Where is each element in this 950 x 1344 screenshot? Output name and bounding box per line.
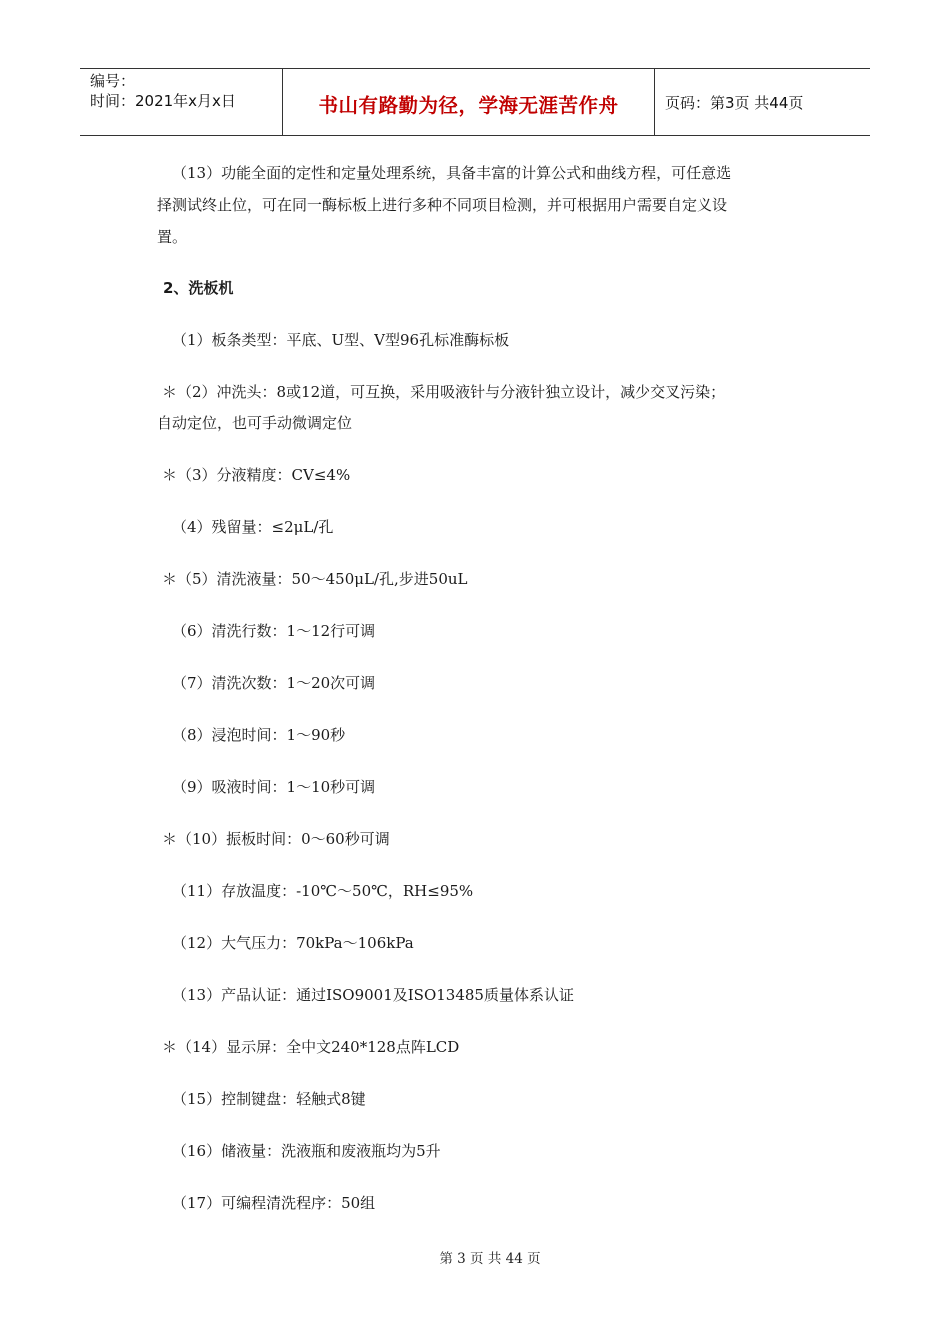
spec-item-14: ＊（14）显示屏：全中文240*128点阵LCD [162, 1038, 460, 1056]
header-meta [80, 69, 282, 135]
spec-item-13: （13）产品认证：通过ISO9001及ISO13485质量体系认证 [172, 986, 574, 1004]
spec-item-9: （9）吸液时间：1～10秒可调 [172, 778, 376, 796]
spec-item-2-line1: ＊（2）冲洗头：8或12道，可互换，采用吸液针与分液针独立设计，减少交叉污染； [162, 383, 726, 401]
spec-item-2-line2: 自动定位，也可手动微调定位 [157, 414, 353, 432]
header-motto: 书山有路勤为径，学海无涯苦作舟 [282, 69, 655, 135]
document-header [80, 68, 870, 136]
spec-item-3: ＊（3）分液精度：CV≤4% [162, 466, 351, 484]
serial-label: 编号： [90, 72, 136, 90]
section-heading-washer: 2、洗板机 [163, 279, 234, 297]
spec-item-11: （11）存放温度：-10℃～50℃，RH≤95% [172, 882, 474, 900]
spec-item-1: （1）板条类型：平底、U型、V型96孔标准酶标板 [172, 331, 510, 349]
paragraph-item13-line1: （13）功能全面的定性和定量处理系统，具备丰富的计算公式和曲线方程，可任意选 [172, 164, 732, 182]
time-label: 时间：2021年x月x日 [90, 92, 236, 110]
paragraph-item13-line2: 择测试终止位，可在同一酶标板上进行多种不同项目检测，并可根据用户需要自定义设 [157, 196, 728, 214]
spec-item-6: （6）清洗行数：1～12行可调 [172, 622, 376, 640]
paragraph-item13-line3: 置。 [157, 228, 188, 246]
spec-item-4: （4）残留量：≤2μL/孔 [172, 518, 334, 536]
spec-item-10: ＊（10）振板时间：0～60秒可调 [162, 830, 390, 848]
spec-item-7: （7）清洗次数：1～20次可调 [172, 674, 376, 692]
spec-item-5: ＊（5）清洗液量：50～450μL/孔,步进50uL [162, 570, 468, 588]
page-footer: 第 3 页 共 44 页 [439, 1251, 541, 1267]
spec-item-17: （17）可编程清洗程序：50组 [172, 1194, 376, 1212]
spec-item-15: （15）控制键盘：轻触式8键 [172, 1090, 366, 1108]
spec-item-8: （8）浸泡时间：1～90秒 [172, 726, 346, 744]
spec-item-16: （16）储液量：洗液瓶和废液瓶均为5升 [172, 1142, 441, 1160]
header-page-info: 页码：第3页 共44页 [665, 93, 804, 112]
spec-item-12: （12）大气压力：70kPa～106kPa [172, 934, 414, 952]
